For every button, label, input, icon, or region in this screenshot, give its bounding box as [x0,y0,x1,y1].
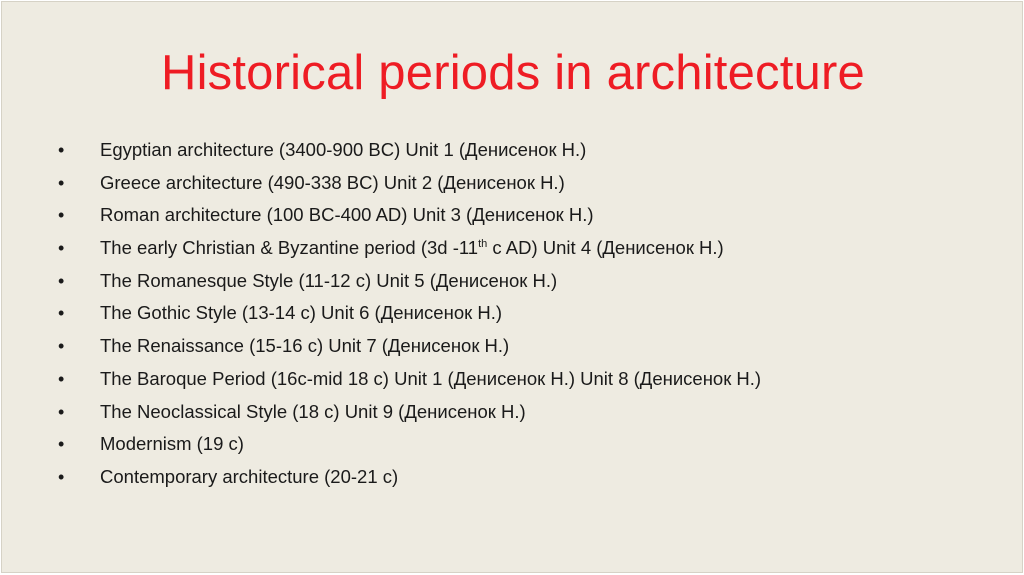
list-item [58,237,761,270]
bullet-icon: • [58,466,65,487]
bullet-list [58,139,761,499]
list-item-text [100,237,724,259]
list-item-text: The Neoclassical Style (18 c) Unit 9 (Денисенок Н.) [100,400,526,422]
bullet-icon: • [58,368,65,389]
bullet-icon: • [58,238,65,259]
list-item [58,139,761,172]
list-item-text-after: c AD) Unit 4 (Денисенок Н.) [487,237,724,259]
superscript: th [478,237,488,250]
list-item-text: The Renaissance (15-16 c) Unit 7 (Денисенок Н.) [100,335,510,357]
list-item-text: Modernism (19 c) [100,433,244,455]
bullet-icon: • [58,205,65,226]
list-item [58,302,761,335]
list-item-text: The Romanesque Style (11-12 c) Unit 5 (Денисенок Н.) [100,269,558,291]
bullet-icon: • [58,336,65,357]
bullet-icon: • [58,270,65,291]
list-item-text: Egyptian architecture (3400-900 BC) Unit 1 (Денисенок Н.) [100,139,587,160]
list-item [58,335,761,368]
list-item-text: The Gothic Style (13-14 c) Unit 6 (Денисенок Н.) [100,302,502,324]
list-item-text: Greece architecture (490-338 BC) Unit 2 (Денисенок Н.) [100,171,565,193]
bullet-icon: • [58,434,65,455]
bullet-icon: • [58,172,65,193]
list-item [58,466,761,499]
list-item-text: The Baroque Period (16c-mid 18 c) Unit 1 (Денисенок Н.) Unit 8 (Денисенок Н.) [100,367,762,389]
list-item-text: Roman architecture (100 BC-400 AD) Unit 3 (Денисенок Н.) [100,204,594,226]
slide-title: Historical periods in architecture [161,46,865,100]
list-item [58,433,761,466]
list-item [58,401,761,434]
list-item [58,172,761,205]
list-item-text-before: The early Christian & Byzantine period (3d -11 [100,237,479,259]
slide [1,1,1023,573]
bullet-icon: • [58,140,65,160]
bullet-icon: • [58,401,65,422]
list-item-text: Contemporary architecture (20-21 c) [100,465,399,487]
list-item [58,368,761,401]
bullet-icon: • [58,303,65,324]
list-item [58,270,761,303]
list-item [58,204,761,237]
